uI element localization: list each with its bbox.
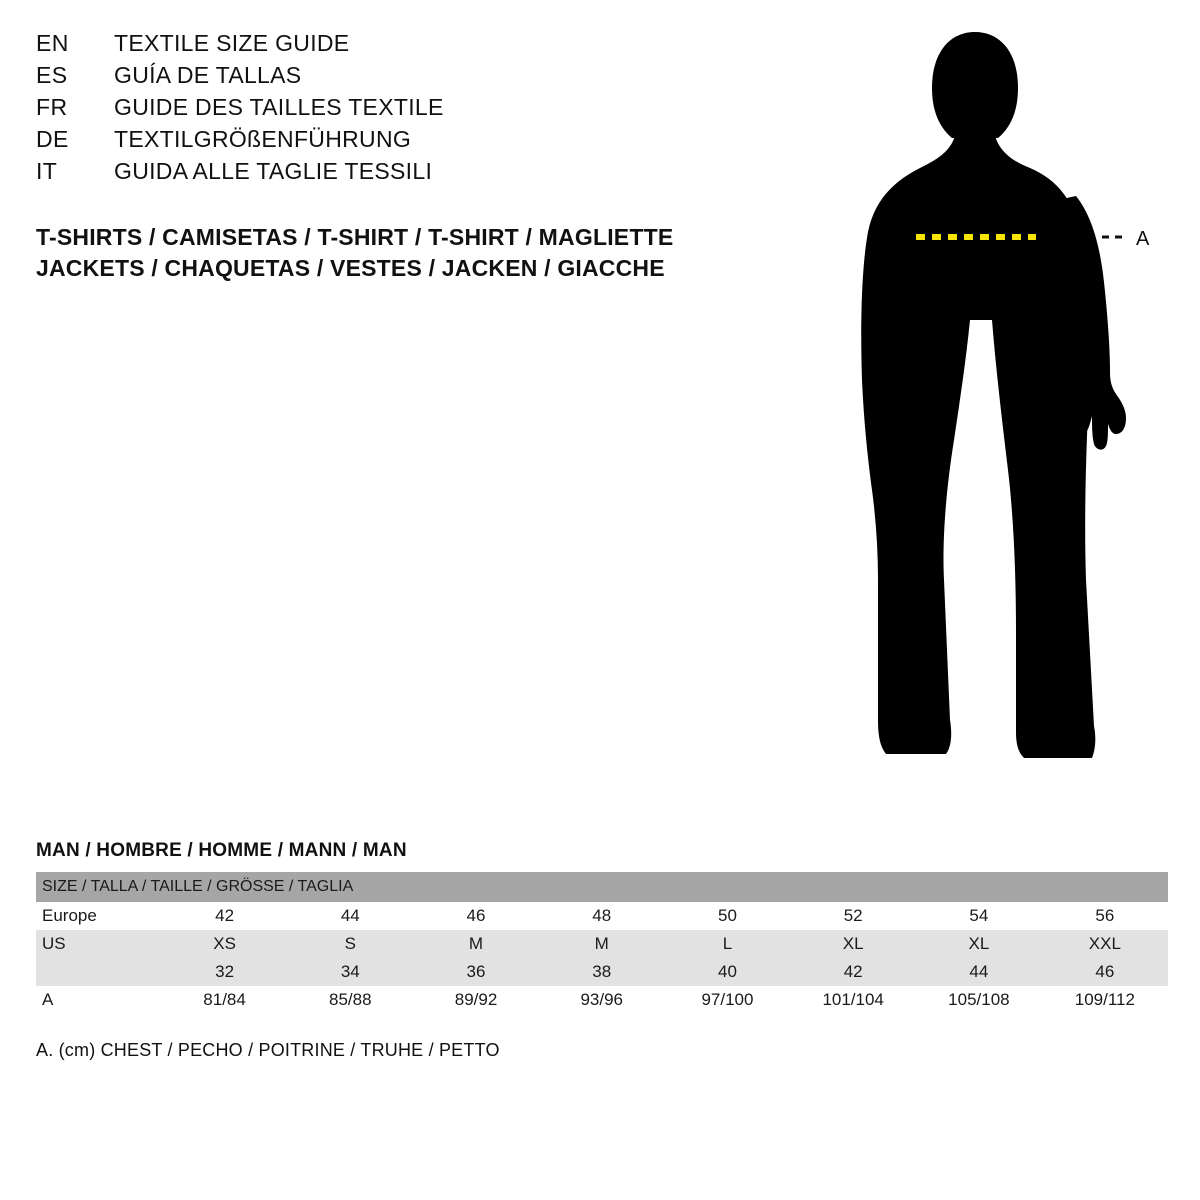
body-figure (820, 20, 1180, 790)
cell: 54 (916, 902, 1042, 930)
cell: 109/112 (1042, 986, 1168, 1014)
language-text: TEXTILGRÖßENFÜHRUNG (114, 126, 412, 152)
cell: 44 (916, 958, 1042, 986)
row-label: A (36, 986, 162, 1014)
row-label: US (36, 930, 162, 958)
table-title: MAN / HOMBRE / HOMME / MANN / MAN (36, 840, 407, 861)
cell: 42 (162, 902, 288, 930)
language-row-it (36, 158, 756, 190)
cell: 42 (790, 958, 916, 986)
language-code: IT (36, 158, 58, 184)
table-header-label: SIZE / TALLA / TAILLE / GRÖSSE / TAGLIA (36, 872, 1168, 902)
language-row-es (36, 62, 756, 94)
cell: 38 (539, 958, 665, 986)
table-row (36, 986, 1168, 1014)
row-label (36, 958, 162, 986)
measure-marker-a (1102, 228, 1150, 250)
language-code: ES (36, 62, 68, 88)
language-code: EN (36, 30, 69, 56)
cell: 44 (287, 902, 413, 930)
cell: 34 (287, 958, 413, 986)
size-table-section (36, 840, 1168, 1061)
language-header-block (36, 30, 756, 190)
cell: 36 (413, 958, 539, 986)
cell: M (539, 930, 665, 958)
cell: 56 (1042, 902, 1168, 930)
language-text: GUÍA DE TALLAS (114, 62, 302, 88)
category-line-tshirts: T-SHIRTS / CAMISETAS / T-SHIRT / T-SHIRT / MAGLIETTE (36, 224, 674, 250)
cell: XL (790, 930, 916, 958)
cell: 40 (665, 958, 791, 986)
row-label: Europe (36, 902, 162, 930)
table-row (36, 930, 1168, 958)
cell: 93/96 (539, 986, 665, 1014)
language-code: DE (36, 126, 69, 152)
cell: 48 (539, 902, 665, 930)
language-code: FR (36, 94, 68, 120)
cell: S (287, 930, 413, 958)
cell: XL (916, 930, 1042, 958)
cell: M (413, 930, 539, 958)
cell: 50 (665, 902, 791, 930)
language-text: TEXTILE SIZE GUIDE (114, 30, 350, 56)
cell: 52 (790, 902, 916, 930)
language-text: GUIDA ALLE TAGLIE TESSILI (114, 158, 433, 184)
cell: 46 (1042, 958, 1168, 986)
cell: XS (162, 930, 288, 958)
cell: 81/84 (162, 986, 288, 1014)
table-header-row (36, 872, 1168, 902)
cell: 101/104 (790, 986, 916, 1014)
language-text: GUIDE DES TAILLES TEXTILE (114, 94, 444, 120)
cell: 97/100 (665, 986, 791, 1014)
table-row (36, 902, 1168, 930)
cell: XXL (1042, 930, 1168, 958)
cell: 46 (413, 902, 539, 930)
male-silhouette-icon (820, 20, 1180, 790)
cell: 105/108 (916, 986, 1042, 1014)
cell: 32 (162, 958, 288, 986)
language-row-fr (36, 94, 756, 126)
table-footnote: A. (cm) CHEST / PECHO / POITRINE / TRUHE / PETTO (36, 1040, 500, 1060)
language-row-de (36, 126, 756, 158)
measure-marker-label: A (1136, 228, 1150, 250)
language-row-en (36, 30, 756, 62)
cell: L (665, 930, 791, 958)
category-line-jackets: JACKETS / CHAQUETAS / VESTES / JACKEN / GIACCHE (36, 255, 665, 281)
table-row (36, 958, 1168, 986)
cell: 85/88 (287, 986, 413, 1014)
cell: 89/92 (413, 986, 539, 1014)
size-table (36, 872, 1168, 1014)
category-block (36, 222, 796, 284)
